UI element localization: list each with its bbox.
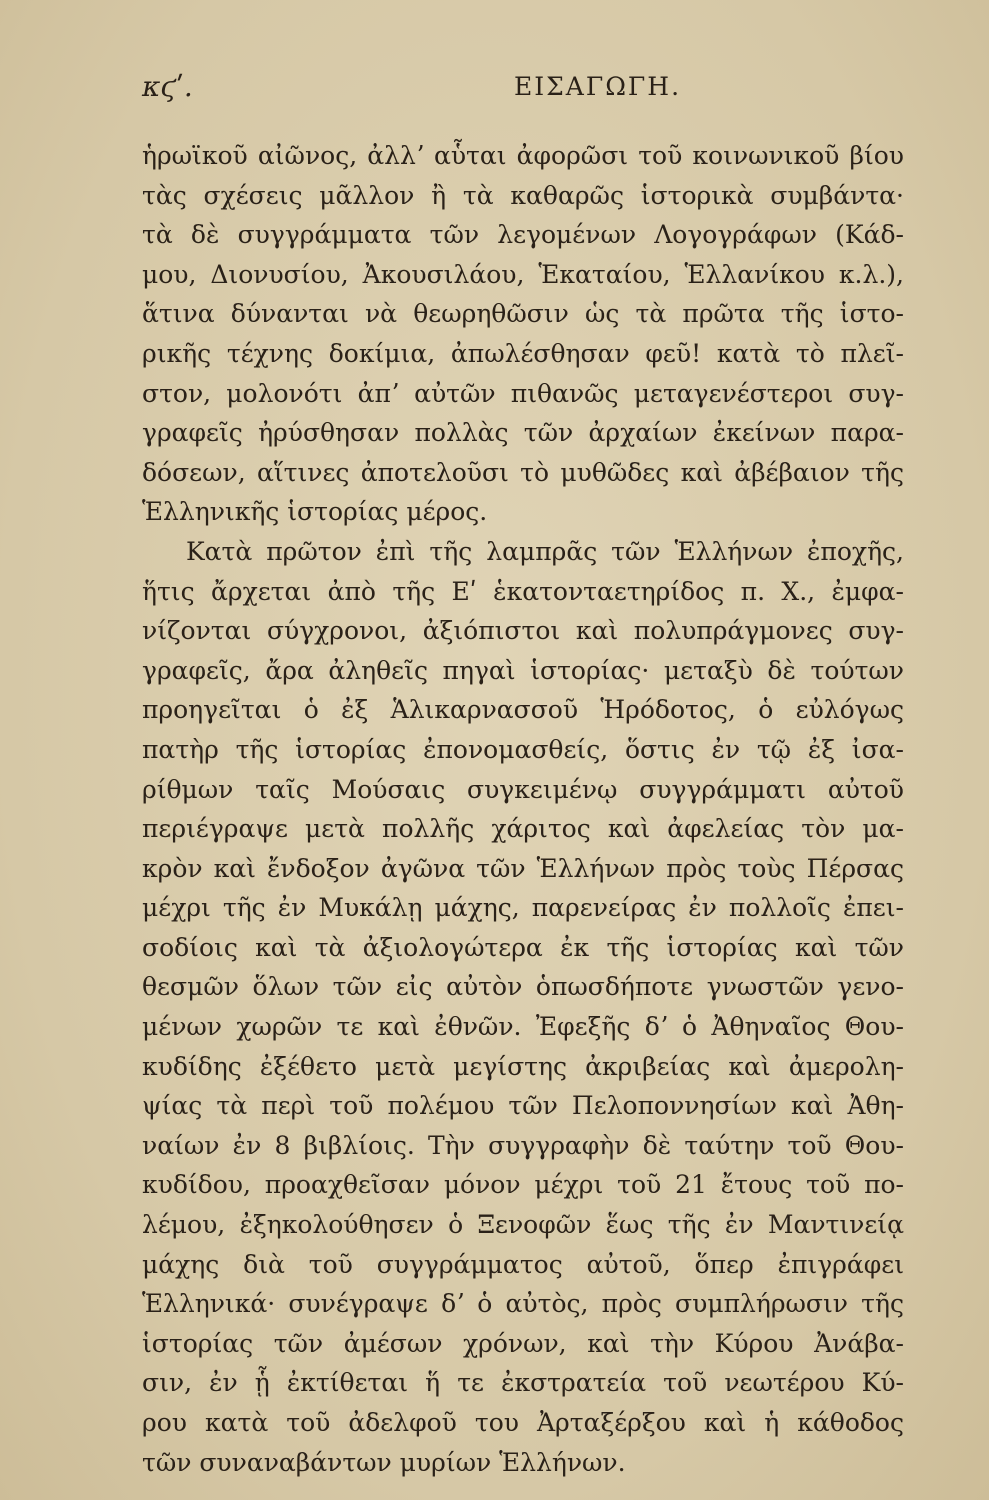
text-line: πατὴρ τῆς ἱστορίας ἐπονομασθείς, ὅστις ἐν τῷ ἐξ ἰσα- [142, 734, 904, 764]
text-line: τὰς σχέσεις μᾶλλον ἢ τὰ καθαρῶς ἱστορικὰ συμβάντα· [142, 180, 904, 210]
text-line: στον, μολονότι ἀπʼ αὐτῶν πιθανῶς μεταγενέστεροι συγ- [142, 378, 904, 408]
text-line: τὰ δὲ συγγράμματα τῶν λεγομένων Λογογράφων (Κάδ- [142, 220, 904, 250]
text-line: σοδίοις καὶ τὰ ἀξιολογώτερα ἐκ τῆς ἱστορίας καὶ τῶν [142, 932, 904, 962]
text-line: Ἑλληνικά· συνέγραψε δʼ ὁ αὐτὸς, πρὸς συμπλήρωσιν τῆς [142, 1289, 904, 1319]
text-line: σιν, ἐν ᾗ ἐκτίθεται ἥ τε ἐκστρατεία τοῦ νεωτέρου Κύ- [142, 1368, 904, 1398]
paragraph [142, 532, 904, 1482]
text-line: νίζονται σύγχρονοι, ἀξιόπιστοι καὶ πολυπράγμονες συγ- [142, 616, 904, 646]
text-line: ναίων ἐν 8 βιβλίοις. Τὴν συγγραφὴν δὲ ταύτην τοῦ Θου- [142, 1130, 904, 1160]
text-line: Ἑλληνικῆς ἱστορίας μέρος. [142, 497, 488, 527]
text-line: κυδίδου, προαχθεῖσαν μόνον μέχρι τοῦ 21 ἔτους τοῦ πο- [142, 1170, 904, 1200]
text-line: ρικῆς τέχνης δοκίμια, ἀπωλέσθησαν φεῦ! κατὰ τὸ πλεῖ- [142, 338, 904, 368]
text-line: μέχρι τῆς ἐν Μυκάλῃ μάχης, παρενείρας ἐν πολλοῖς ἐπει- [142, 893, 904, 923]
body-text [142, 136, 904, 1482]
text-line: ἱστορίας τῶν ἀμέσων χρόνων, καὶ τὴν Κύρου Ἀνάβα- [142, 1328, 904, 1358]
text-line: ἅτινα δύνανται νὰ θεωρηθῶσιν ὡς τὰ πρῶτα τῆς ἱστο- [142, 299, 904, 329]
text-line: ἡρωϊκοῦ αἰῶνος, ἀλλʼ αὗται ἀφορῶσι τοῦ κοινωνικοῦ βίου [142, 141, 904, 170]
text-line: μένων χωρῶν τε καὶ ἐθνῶν. Ἐφεξῆς δʼ ὁ Ἀθηναῖος Θου- [142, 1012, 904, 1042]
text-line: τῶν συναναβάντων μυρίων Ἑλλήνων. [142, 1447, 626, 1477]
text-line: ἥτις ἄρχεται ἀπὸ τῆς Εʹ ἑκατονταετηρίδος π. Χ., ἐμφα- [142, 576, 904, 606]
text-line: περιέγραψε μετὰ πολλῆς χάριτος καὶ ἀφελείας τὸν μα- [142, 814, 904, 844]
text-line: μάχης διὰ τοῦ συγγράμματος αὐτοῦ, ὅπερ ἐπιγράφει [142, 1249, 904, 1279]
text-line: λέμου, ἐξηκολούθησεν ὁ Ξενοφῶν ἕως τῆς ἐν Μαντινείᾳ [142, 1210, 904, 1240]
text-line: ψίας τὰ περὶ τοῦ πολέμου τῶν Πελοποννησίων καὶ Ἀθη- [142, 1091, 904, 1121]
text-line: προηγεῖται ὁ ἐξ Ἁλικαρνασσοῦ Ἡρόδοτος, ὁ εὐλόγως [142, 695, 904, 725]
text-line: ρίθμων ταῖς Μούσαις συγκειμένῳ συγγράμματι αὐτοῦ [142, 774, 904, 804]
text-line: ρου κατὰ τοῦ ἀδελφοῦ του Ἀρταξέρξου καὶ ἡ κάθοδος [142, 1408, 904, 1437]
text-line: γραφεῖς ἠρύσθησαν πολλὰς τῶν ἀρχαίων ἐκείνων παρα- [142, 418, 904, 448]
running-title: ΕΙΣΑΓΩΓΗ. [514, 72, 682, 101]
text-line: κυδίδης ἐξέθετο μετὰ μεγίστης ἀκριβείας καὶ ἀμερολη- [142, 1051, 904, 1081]
text-line: θεσμῶν ὅλων τῶν εἰς αὐτὸν ὁπωσδήποτε γνωστῶν γενο- [142, 972, 904, 1002]
page-header [142, 62, 899, 112]
text-line: γραφεῖς, ἄρα ἀληθεῖς πηγαὶ ἱστορίας· μεταξὺ δὲ τούτων [142, 655, 904, 685]
text-line: Κατὰ πρῶτον ἐπὶ τῆς λαμπρᾶς τῶν Ἑλλήνων ἐποχῆς, [186, 536, 904, 566]
text-line: δόσεων, αἵτινες ἀποτελοῦσι τὸ μυθῶδες καὶ ἀβέβαιον τῆς [142, 457, 904, 487]
paragraph [142, 136, 904, 532]
page-number: κϛʹ. [142, 70, 193, 103]
text-line: μου, Διονυσίου, Ἀκουσιλάου, Ἑκαταίου, Ἑλλανίκου κ.λ.), [142, 259, 904, 289]
text-line: κρὸν καὶ ἔνδοξον ἀγῶνα τῶν Ἑλλήνων πρὸς τοὺς Πέρσας [142, 853, 904, 883]
